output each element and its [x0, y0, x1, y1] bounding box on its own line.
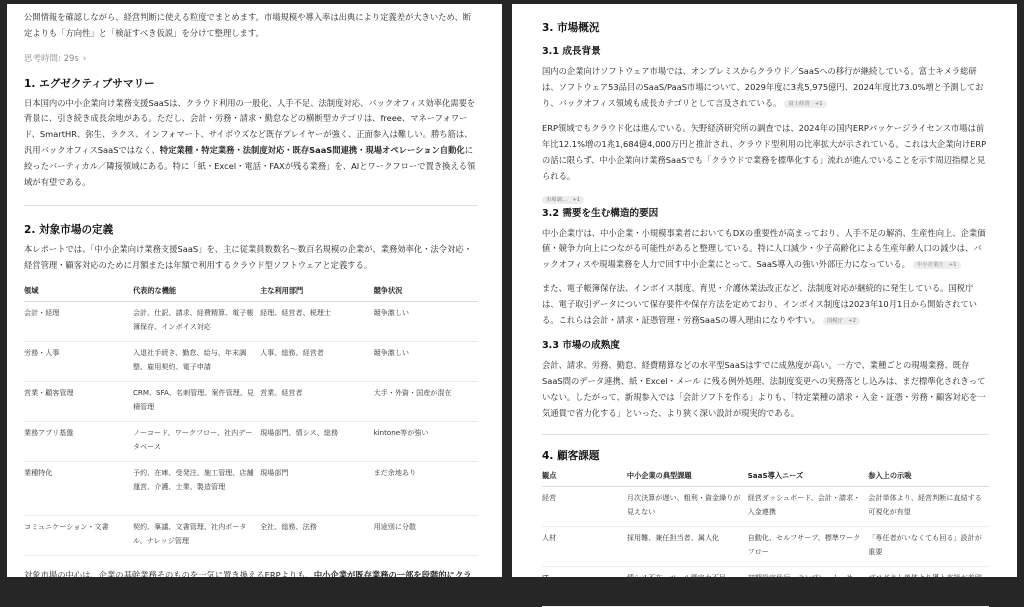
scope-text-b: である。総務省の通信利用動向調査は、企業のICT利用動向やクラウドサービス利用状況 — [138, 585, 468, 596]
table-cell: 現場部門 — [260, 461, 374, 515]
section-1-heading: 1. エグゼクティブサマリー — [24, 77, 155, 90]
left-document-panel — [7, 4, 502, 596]
column-header: SaaS導入ニーズ — [748, 467, 869, 487]
intro-paragraph: 公開情報を確認しながら、経営判断に使える粒度でまとめます。市場規模や導入率は出典により定義差が大きいため、断定よりも「方向性」と「検証すべき仮説」を分けて整理します。 — [24, 12, 472, 38]
table-cell: 自動化、セルフサーブ、標準ワークフロー — [748, 526, 869, 566]
column-header: 参入上の示唆 — [868, 467, 989, 487]
citation-badge[interactable]: 富士経済 +1 — [784, 100, 826, 108]
customer-issues-table — [542, 467, 989, 607]
table-cell: 業種特化 — [24, 461, 133, 515]
table-cell: 営業、経営者 — [260, 381, 374, 421]
section-2-heading: 2. 対象市場の定義 — [24, 224, 114, 237]
summary-text-bold: 特定業種・特定業務・法制度対応・既存SaaS間連携・現場オペレーション自動化 — [159, 144, 465, 155]
table-cell: 競争激しい — [374, 301, 478, 341]
growth-background-paragraph — [542, 64, 989, 111]
scope-text-a: 対象市場の中心は、企業の基幹業務そのものを一気に置き換えるERPよりも、 — [24, 569, 314, 580]
table-cell: CRM、SFA、名刺管理、案件管理、見積管理 — [133, 381, 260, 421]
table-cell: 入退社手続き、勤怠、給与、年末調整、雇用契約、電子申請 — [133, 341, 260, 381]
table-cell: まだ余地あり — [374, 461, 478, 515]
table-cell: 「専任者がいなくても回る」設計が重要 — [868, 526, 989, 566]
section-divider — [24, 205, 478, 206]
table-row — [24, 421, 478, 461]
market-scope-paragraph — [24, 568, 478, 600]
column-header: 競争状況 — [374, 282, 478, 302]
chevron-right-icon: › — [82, 53, 87, 64]
table-cell: 契約、稟議、文書管理、社内ポータル、ナレッジ管理 — [133, 515, 260, 555]
table-cell: 労務・人事 — [24, 341, 133, 381]
section-3-heading: 3. 市場概況 — [542, 22, 600, 34]
citation-badge[interactable]: 国税庁 +2 — [823, 317, 860, 325]
table-cell: 人事、総務、経営者 — [260, 341, 374, 381]
table-cell: プロダクト単体より導入支援が差別 — [868, 566, 989, 606]
column-header: 観点 — [542, 467, 627, 487]
table-cell: 経理、経営者、税理士 — [260, 301, 374, 341]
thinking-time-label: 思考時間: 29s — [24, 53, 79, 64]
table-cell: 業務アプリ基盤 — [24, 421, 133, 461]
table-cell: 初期設定代行、テンプレート、サ — [748, 566, 869, 606]
table-row — [542, 486, 989, 526]
market-maturity-paragraph: 会計、請求、労務、勤怠、経費精算などの水平型SaaSはすでに成熟度が高い。一方で、業種ごとの現場業務、既存SaaS間のデータ連携、紙・Excel・メール に残る例外処理、法制度変更への実務落とし込みは、まだ標準化されきっていない。したがって、新規参入では「会計ソフトを作る」よりも、「特定業種の請求・入金・証憑・労務・顧客対応を一気通貫で省力化する」といった、より狭く深い設計が現実的である。 — [542, 360, 986, 418]
citation-row — [542, 187, 989, 203]
citation-badge[interactable]: 市場調… +1 — [542, 196, 584, 204]
right-document-panel — [512, 4, 1017, 582]
market-definition-table — [24, 282, 478, 556]
table-cell: 現場部門、情シス、総務 — [260, 421, 374, 461]
table-cell: 用途別に分散 — [374, 515, 478, 555]
column-header: 主な利用部門 — [260, 282, 374, 302]
table-row — [542, 566, 989, 606]
table-cell: コミュニケーション・文書 — [24, 515, 133, 555]
section-divider — [542, 434, 989, 435]
column-header: 代表的な機能 — [133, 282, 260, 302]
table-row — [24, 515, 478, 555]
table-cell: 月次決算が遅い、粗利・資金繰りが見えない — [627, 486, 748, 526]
table-cell: 会計、仕訳、請求、経費精算、電子帳簿保存、インボイス対応 — [133, 301, 260, 341]
table-cell: 会計単体より、経営判断に直結する可視化が有望 — [868, 486, 989, 526]
table-cell: 競争激しい — [374, 341, 478, 381]
table-cell: 採用難、兼任担当者、属人化 — [627, 526, 748, 566]
table-cell: 経営 — [542, 486, 627, 526]
section-4-heading: 4. 顧客課題 — [542, 449, 600, 462]
citation-badge[interactable]: 中小企業庁 +1 — [913, 261, 961, 269]
table-cell: 営業・顧客管理 — [24, 381, 133, 421]
section-3-3-heading: 3.3 市場の成熟度 — [542, 340, 620, 352]
table-header-row — [542, 467, 989, 487]
market-definition-paragraph: 本レポートでは、「中小企業向け業務支援SaaS」を、主に従業員数数名〜数百名規模の企業が、業務効率化・法令対応・経営管理・顧客対応のために月額または年額で利用するクラウド型ソフトウェアと定義する。 — [24, 244, 472, 271]
table-cell: 大手・外資・国産が混在 — [374, 381, 478, 421]
summary-text-a: 日本国内の中小企業向け業務支援SaaSは、クラウド利用の一般化、人手不足、法制度対応、バックオフィス効率化需要を背景に、引き続き成長余地がある。ただし、会計・労務・請求・勤怠などの横断型カテゴリは、freee、マネーフォワード、SmartHR、弥生、ラクス、インフォマート、サイボウズなど既存プレイヤーが強く、正面参入は難しい。勝ち筋は、汎用バックオフィスSaaSではなく、 — [24, 97, 476, 155]
table-row — [24, 301, 478, 341]
scope-text-bold: 中小企業が既存業務の一部を段階的にクラウド化するための業務SaaS群 — [24, 569, 472, 596]
table-cell: 会計・経理 — [24, 301, 133, 341]
table-row — [24, 341, 478, 381]
table-cell: kintone等が強い — [374, 421, 478, 461]
erp-cloud-paragraph: ERP領域でもクラウド化は進んでいる。矢野経済研究所の調査では、2024年の国内ERPパッケージライセンス市場は前年比12.1%増の1兆1,684億4,000万円と推計され、クラウド型利用の比率拡大が示されている。これは大企業向けERPの話に限らず、中小企業向け業務SaaSでも「クラウドで業務を標準化する」流れが進んでいることを示す周辺指標と見られる。 — [542, 123, 987, 181]
section-3-2-heading: 3.2 需要を生む構造的要因 — [542, 207, 659, 219]
summary-text-b: に絞ったバーティカル／隣接領域にある。特に「紙・Excel・電話・FAXが残る業務」を、AIとワークフローで置き換える領域が有望である。 — [24, 144, 476, 187]
table-cell: 予約、在庫、受発注、施工管理、店舗運営、介護、士業、製造管理 — [133, 461, 260, 515]
table-row — [542, 526, 989, 566]
column-header: 中小企業の典型課題 — [627, 467, 748, 487]
table-cell: IT — [542, 566, 627, 606]
table-cell: 経営ダッシュボード、会計・請求・入金連携 — [748, 486, 869, 526]
table-cell: ノーコード、ワークフロー、社内データベース — [133, 421, 260, 461]
table-row — [24, 381, 478, 421]
table-cell: 全社、総務、法務 — [260, 515, 374, 555]
table-row — [24, 461, 478, 515]
legal-compliance-paragraph — [542, 281, 989, 328]
structural-factors-paragraph — [542, 226, 989, 273]
legal-text: また、電子帳簿保存法、インボイス制度、育児・介護休業法改正など、法制度対応が継続的に発生している。国税庁は、電子取引データについて保存要件や保存方法を定めており、インボイス制度は2023年10月1日から開始されている。これらは会計・請求・証憑管理・労務SaaSの導入理由になりやすい。 — [542, 282, 977, 325]
column-header: 領域 — [24, 282, 133, 302]
table-header-row — [24, 282, 478, 302]
executive-summary-paragraph — [24, 96, 478, 191]
table-cell: 人材 — [542, 526, 627, 566]
section-3-1-heading: 3.1 成長背景 — [542, 46, 601, 57]
thinking-time-toggle[interactable] — [24, 52, 478, 66]
dx-text: 中小企業庁は、中小企業・小規模事業者においてもDXの重要性が高まっており、人手不足の解消、生産性向上、企業価値・競争力向上につながる可能性があると整理している。特に人口減少・少子高齢化による生産年齢人口の減少は、バックオフィスや現場業務を人力で回す中小企業にとって、SaaS導入の強い外部圧力になっている。 — [542, 227, 986, 270]
table-cell: 情シス不在、ツール選定力不足 — [627, 566, 748, 606]
growth-text: 国内の企業向けソフトウェア市場では、オンプレミスからクラウド／SaaSへの移行が継続している。富士キメラ総研は、ソフトウェア53品目のSaaS/PaaS市場について、2029年度に3兆5,975億円、2024年度比73.0%増と予測しており、バックオフィス領域も成長カテゴリとして言及されている。 — [542, 66, 984, 108]
